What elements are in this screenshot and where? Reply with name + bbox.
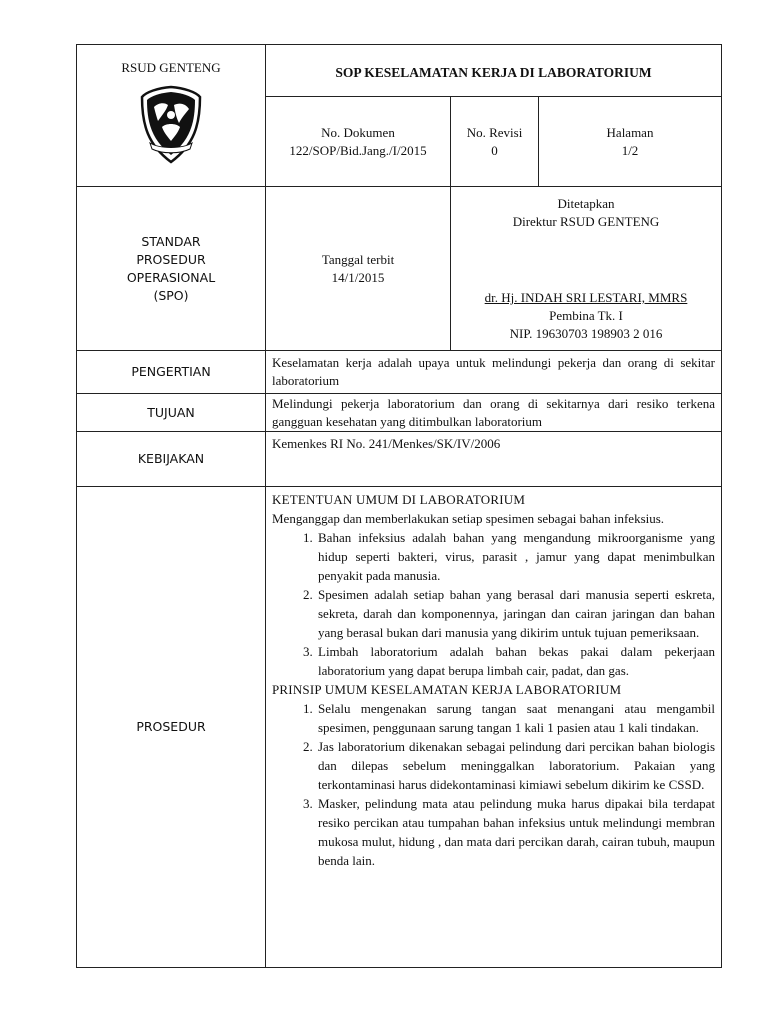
spo-line-4: (SPO) xyxy=(153,287,189,303)
document-number-label: No. Dokumen xyxy=(321,124,395,140)
page-value: 1/2 xyxy=(621,142,639,158)
approval-cell xyxy=(451,187,722,351)
prinsip-list xyxy=(272,699,715,870)
tujuan-text: Melindungi pekerja laboratorium dan orang di sekitarnya dari resiko terkena gangguan kesehatan yang ditimbulkan laboratorium xyxy=(266,394,722,432)
document-number-cell xyxy=(266,97,451,187)
pengertian-label: PENGERTIAN xyxy=(77,351,266,394)
list-item: 1. Bahan infeksius adalah bahan yang mengandung mikroorganisme yang hidup seperti bakteri, virus, parasit , jamur yang dapat menimbulkan penyakit pada manusia. xyxy=(316,528,715,585)
hospital-identity-cell xyxy=(77,45,266,187)
section-heading-ketentuan: KETENTUAN UMUM DI LABORATORIUM xyxy=(272,492,526,507)
signer-nip: NIP. 19630703 198903 2 016 xyxy=(509,326,663,341)
issue-date-label: Tanggal terbit xyxy=(321,251,395,267)
hospital-logo-icon xyxy=(138,85,204,165)
spo-line-2: PROSEDUR xyxy=(136,251,206,267)
prosedur-content xyxy=(266,487,722,968)
tujuan-label: TUJUAN xyxy=(77,394,266,432)
issue-date-cell xyxy=(266,187,451,351)
page-label: Halaman xyxy=(606,124,654,140)
signer-name: dr. Hj. INDAH SRI LESTARI, MMRS xyxy=(484,290,688,305)
document-number-value: 122/SOP/Bid.Jang./I/2015 xyxy=(289,142,427,158)
approval-authority: Direktur RSUD GENTENG xyxy=(512,214,660,229)
kebijakan-text: Kemenkes RI No. 241/Menkes/SK/IV/2006 xyxy=(266,432,722,487)
section-heading-prinsip: PRINSIP UMUM KESELAMATAN KERJA LABORATORIUM xyxy=(272,682,622,697)
list-item: 1. Selalu mengenakan sarung tangan saat menangani atau mengambil spesimen, penggunaan sarung tangan 1 kali 1 pasien atau 1 kali tindakan. xyxy=(316,699,715,737)
hospital-name: RSUD GENTENG xyxy=(121,60,221,75)
signer-rank: Pembina Tk. I xyxy=(549,308,623,323)
document-title: SOP KESELAMATAN KERJA DI LABORATORIUM xyxy=(266,45,722,97)
spo-label-cell xyxy=(77,187,266,351)
ketentuan-intro: Menganggap dan memberlakukan setiap spesimen sebagai bahan infeksius. xyxy=(272,511,665,526)
spo-line-3: OPERASIONAL xyxy=(126,269,216,285)
list-item: 2. Spesimen adalah setiap bahan yang berasal dari manusia seperti eskreta, sekreta, darah dan komponennya, jaringan dan cairan jaringan dan bahan yang berasal bukan dari manusia yang dikirim untuk tujuan pemeriksaan. xyxy=(316,585,715,642)
revision-cell xyxy=(451,97,539,187)
issue-date-value: 14/1/2015 xyxy=(331,269,385,285)
prosedur-label: PROSEDUR xyxy=(77,487,266,968)
sop-document xyxy=(76,44,721,969)
page-cell xyxy=(539,97,722,187)
approval-label: Ditetapkan xyxy=(557,196,615,211)
pengertian-text: Keselamatan kerja adalah upaya untuk melindungi pekerja dan orang di sekitar laboratorium xyxy=(266,351,722,394)
revision-label: No. Revisi xyxy=(466,124,523,140)
list-item: 3. Limbah laboratorium adalah bahan bekas pakai dalam pekerjaan laboratorium yang dapat berupa limbah cair, padat, dan gas. xyxy=(316,642,715,680)
ketentuan-list xyxy=(272,528,715,680)
list-item: 3. Masker, pelindung mata atau pelindung muka harus dipakai bila terdapat resiko percikan atau tumpahan bahan infeksius untuk melindungi membran mukosa mulut, hidung , dan mata dari percikan darah, cairan tubuh, maupun benda lain. xyxy=(316,794,715,870)
sop-table xyxy=(76,44,722,968)
list-item: 2. Jas laboratorium dikenakan sebagai pelindung dari percikan bahan biologis dan dilepas sebelum meninggalkan laboratorium. Pakaian yang terkontaminasi harus didekontaminasi kimiawi sebelum dikirim ke CSSD. xyxy=(316,737,715,794)
spo-line-1: STANDAR xyxy=(141,233,201,249)
revision-value: 0 xyxy=(491,142,498,158)
kebijakan-label: KEBIJAKAN xyxy=(77,432,266,487)
